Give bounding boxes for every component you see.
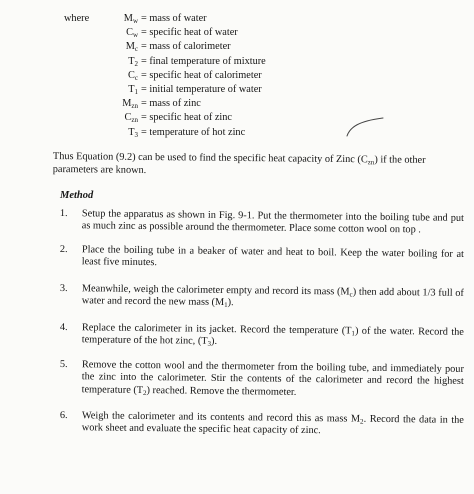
step-subscript: 1 bbox=[224, 301, 228, 310]
step-text bbox=[82, 322, 464, 351]
step-number: 2. bbox=[59, 244, 68, 256]
step-text-run: ) reached. Remove the thermometer. bbox=[146, 384, 297, 398]
step-text bbox=[82, 244, 464, 273]
step-text-run: ). bbox=[210, 336, 218, 348]
definition-subscript: c bbox=[134, 45, 138, 54]
definition-row bbox=[64, 40, 266, 54]
method-step-2 bbox=[60, 244, 464, 274]
definition-symbol: T bbox=[128, 55, 135, 67]
definition-subscript: 1 bbox=[134, 88, 138, 97]
definition-row bbox=[64, 55, 266, 69]
step-text-run: Place the boiling tube in a beaker of water and heat to boil. Keep the water boiling for at least five minutes. bbox=[81, 244, 464, 269]
step-text-run: ) then add about 1/3 full of water and record the new mass (M bbox=[81, 286, 464, 309]
step-text-run: ) of the water. Record the temperature of the hot zinc, (T bbox=[81, 325, 464, 348]
definition-subscript: w bbox=[132, 17, 138, 25]
definition-text: = specific heat of zinc bbox=[141, 112, 232, 124]
step-text-run: . Record the data in the work sheet and evaluate the specific heat capacity of zinc. bbox=[81, 413, 464, 437]
method-step-6 bbox=[60, 410, 464, 440]
step-text-run: Weigh the calorimeter and its contents and record this as mass M bbox=[81, 410, 361, 425]
definition-text: = specific heat of calorimeter bbox=[141, 69, 262, 81]
method-step-3 bbox=[60, 283, 464, 313]
definition-subscript: zn bbox=[131, 116, 138, 125]
definition-row bbox=[64, 83, 266, 97]
intro-subscript: zn bbox=[367, 158, 375, 167]
step-text-run: Remove the cotton wool and the thermometer from the boiling tube, and immediately pour the zinc into the calorimeter. Stir the contents of the calorimeter and record the highest temperature (T bbox=[81, 359, 464, 396]
definition-row bbox=[64, 69, 266, 83]
definition-text: = temperature of hot zinc bbox=[141, 126, 246, 138]
method-step-4 bbox=[60, 322, 464, 352]
step-text bbox=[82, 410, 464, 439]
intro-paragraph bbox=[53, 151, 471, 180]
definition-text: = mass of zinc bbox=[141, 98, 201, 110]
definition-row bbox=[64, 97, 266, 111]
definition-row bbox=[64, 111, 266, 125]
definition-text: = mass of calorimeter bbox=[141, 41, 231, 53]
intro-text-before: Thus Equation (9.2) can be used to find the specific heat capacity of Zinc (C bbox=[52, 151, 368, 166]
definition-symbol: T bbox=[128, 84, 135, 96]
definition-text: = final temperature of mixture bbox=[141, 55, 266, 67]
step-number: 3. bbox=[59, 283, 68, 295]
step-text bbox=[82, 283, 464, 312]
step-subscript: c bbox=[349, 290, 353, 299]
step-subscript: 3 bbox=[207, 340, 212, 349]
definition-text: = initial temperature of water bbox=[141, 84, 262, 96]
definitions-lead-word: where bbox=[64, 13, 90, 24]
step-subscript: 1 bbox=[351, 329, 355, 338]
definition-symbol: C bbox=[126, 27, 133, 39]
definition-symbol: C bbox=[124, 112, 132, 124]
step-text-run: Replace the calorimeter in its jacket. Record the temperature (T bbox=[81, 322, 352, 337]
definition-symbol: M bbox=[122, 98, 132, 110]
definition-row bbox=[64, 26, 266, 40]
definition-text: = specific heat of water bbox=[141, 27, 238, 39]
definition-subscript: zn bbox=[131, 102, 138, 111]
pen-stroke-mark bbox=[345, 116, 387, 138]
variable-definitions bbox=[64, 12, 266, 140]
step-subscript: 2 bbox=[360, 417, 364, 426]
step-text bbox=[82, 208, 464, 237]
definition-subscript: c bbox=[134, 73, 138, 82]
definition-subscript: w bbox=[132, 31, 138, 40]
step-number: 6. bbox=[59, 410, 68, 422]
step-subscript: 2 bbox=[143, 388, 147, 397]
definition-subscript: 2 bbox=[134, 59, 138, 68]
step-number: 5. bbox=[59, 359, 68, 371]
step-number: 4. bbox=[59, 322, 68, 334]
step-number: 1. bbox=[59, 208, 68, 220]
step-text bbox=[82, 359, 464, 401]
method-step-1 bbox=[60, 208, 464, 238]
step-text-run: ). bbox=[227, 297, 234, 309]
definition-symbol: M bbox=[125, 41, 135, 53]
definition-row bbox=[64, 126, 266, 140]
step-text-run: Setup the apparatus as shown in Fig. 9-1. Put the thermometer into the boiling tube and put as much zinc as possible around the thermometer. Place some cotton wool on top . bbox=[81, 208, 464, 236]
definition-row bbox=[64, 12, 266, 26]
definition-symbol: C bbox=[128, 69, 135, 81]
definition-symbol: M bbox=[123, 13, 133, 24]
definition-symbol: T bbox=[128, 126, 135, 138]
definition-text: = mass of water bbox=[141, 13, 207, 24]
definition-subscript: 3 bbox=[134, 130, 138, 139]
method-step-5 bbox=[60, 359, 464, 401]
method-heading: Method bbox=[60, 190, 94, 201]
step-text-run: Meanwhile, weigh the calorimeter empty and record its mass (M bbox=[81, 283, 350, 298]
intro-text-after: ) if the other parameters are known. bbox=[52, 154, 426, 176]
